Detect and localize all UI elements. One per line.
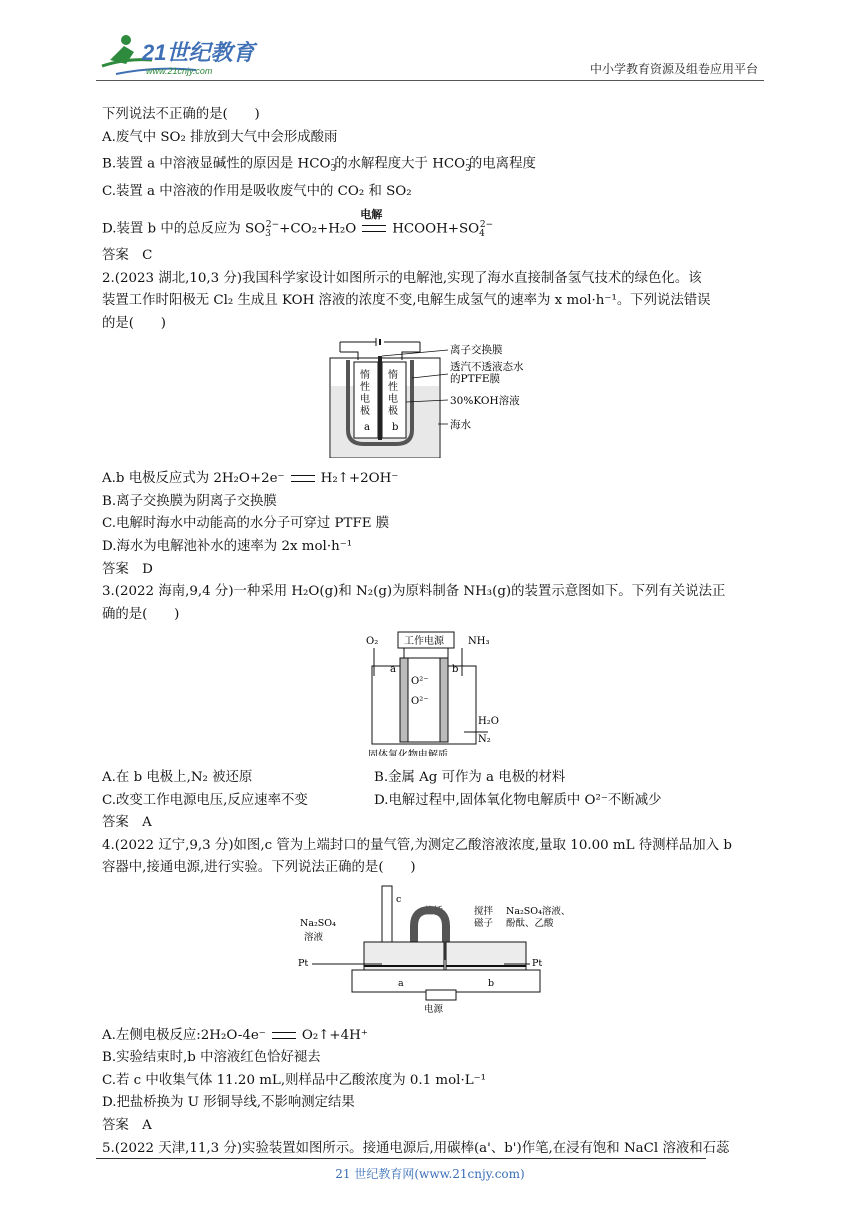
svg-text:30%KOH溶液: 30%KOH溶液 [450, 394, 520, 407]
q2-stem-3: 的是( ) [102, 316, 167, 332]
q4-stem-2: 容器中,接通电源,进行实验。下列说法正确的是( ) [102, 860, 416, 876]
q3-options-ab [102, 767, 764, 790]
svg-text:b: b [488, 977, 495, 989]
q4-option-c: C.若 c 中收集气体 11.20 mL,则样品中乙酸浓度为 0.1 mol·L⁻¹ [102, 1072, 487, 1088]
svg-text:O²⁻: O²⁻ [411, 676, 429, 688]
svg-text:酚酞、乙酸: 酚酞、乙酸 [506, 917, 554, 929]
svg-text:b: b [392, 421, 399, 433]
document-body [102, 104, 764, 1160]
q4-option-a: A.左侧电极反应:2H₂O-4e⁻ O₂↑+4H⁺ [102, 1027, 368, 1043]
logo-text: 21世纪教育 [142, 40, 255, 65]
q4-option-b: B.实验结束时,b 中溶液红色恰好褪去 [102, 1050, 321, 1066]
svg-text:电源: 电源 [424, 1003, 444, 1014]
q2-option-c: C.电解时海水中动能高的水分子可穿过 PTFE 膜 [102, 516, 390, 532]
svg-text:O²⁻: O²⁻ [411, 696, 429, 708]
svg-text:a: a [390, 664, 396, 676]
svg-text:固体氧化物电解质: 固体氧化物电解质 [368, 750, 448, 757]
q3-ammonia-figure [102, 628, 764, 756]
platform-title: 中小学教育资源及组卷应用平台 [589, 62, 758, 76]
svg-text:电: 电 [360, 393, 370, 405]
svg-text:溶液: 溶液 [304, 931, 324, 943]
site-logo [96, 30, 266, 80]
svg-text:a: a [398, 977, 404, 989]
svg-text:Na₂SO₄溶液、: Na₂SO₄溶液、 [506, 905, 571, 917]
q4-stem-1: 4.(2022 辽宁,9,3 分)如图,c 管为上端封口的量气管,为测定乙酸溶液浓度,量取 10.00 mL 待测样品加入 b [102, 837, 732, 853]
svg-text:极: 极 [388, 405, 398, 417]
q3-stem-2: 确的是( ) [102, 606, 180, 622]
q1-option-b: B.装置 a 中溶液显碱性的原因是 $HCO_3^-$的水解程度大于 $HCO_3^-$的电离程度 [102, 155, 536, 175]
svg-text:的PTFE膜: 的PTFE膜 [450, 372, 501, 385]
svg-text:海水: 海水 [450, 418, 471, 431]
q3-stem-1: 3.(2022 海南,9,4 分)一种采用 H₂O(g)和 N₂(g)为原料制备 NH₃(g)的装置示意图如下。下列有关说法正 [102, 584, 726, 600]
page-footer: 21 世纪教育网(www.21cnjy.com) [335, 1167, 525, 1181]
footer-divider [96, 1158, 706, 1159]
svg-text:电: 电 [388, 393, 398, 405]
q1-stem: 下列说法不正确的是( ) [102, 107, 260, 122]
q2-stem-2: 装置工作时阳极无 Cl₂ 生成且 KOH 溶液的浓度不变,电解生成氢气的速率为 x mol·h⁻¹。下列说法错误 [102, 293, 711, 309]
q2-option-d: D.海水为电解池补水的速率为 2x mol·h⁻¹ [102, 539, 353, 554]
q3-option-c: C.改变工作电源电压,反应速率不变 [102, 792, 308, 808]
q3-answer: 答案 A [102, 815, 152, 831]
page-header [96, 30, 764, 82]
logo-url: www.21cnjy.com [146, 66, 213, 76]
q4-titration-figure [102, 882, 764, 1014]
svg-text:工作电源: 工作电源 [404, 636, 444, 648]
q2-stem-1: 2.(2023 湖北,10,3 分)我国科学家设计如图所示的电解池,实现了海水直接制备氢气技术的绿色化。该 [102, 270, 702, 286]
svg-text:Pt: Pt [298, 957, 309, 969]
q1-option-d: D.装置 b 中的总反应为 $SO_3^{2-}+CO_2+H_2O$ 电解 $HCOOH+SO_4^{2-}$ [102, 214, 764, 246]
svg-text:NH₃: NH₃ [468, 636, 490, 648]
q4-answer: 答案 A [102, 1117, 152, 1133]
header-divider [96, 80, 764, 81]
svg-text:c: c [396, 893, 402, 905]
q2-electrolysis-figure [102, 338, 764, 458]
q1-option-a: A.废气中 SO₂ 排放到大气中会形成酸雨 [102, 129, 338, 145]
svg-text:性: 性 [388, 381, 398, 393]
svg-text:b: b [452, 664, 459, 676]
q2-option-b: B.离子交换膜为阴离子交换膜 [102, 493, 277, 509]
q3-option-a: A.在 b 电极上,N₂ 被还原 [102, 769, 253, 785]
q2-answer: 答案 D [102, 561, 153, 577]
svg-text:透汽不透液态水: 透汽不透液态水 [450, 360, 524, 373]
q2-option-a: A.b 电极反应式为 2H₂O+2e⁻ H₂↑+2OH⁻ [102, 471, 399, 487]
svg-text:搅拌: 搅拌 [474, 905, 494, 917]
q5-stem-1: 5.(2022 天津,11,3 分)实验装置如图所示。接通电源后,用碳棒(a'、b')作笔,在浸有饱和 NaCl 溶液和石蕊 [102, 1140, 730, 1156]
svg-text:离子交换膜: 离子交换膜 [450, 343, 503, 356]
q3-option-b: B.金属 Ag 可作为 a 电极的材料 [374, 769, 566, 785]
q3-option-d: D.电解过程中,固体氧化物电解质中 O²⁻不断减少 [374, 792, 662, 808]
svg-text:性: 性 [360, 381, 370, 393]
q1-option-c: C.装置 a 中溶液的作用是吸收废气中的 CO₂ 和 SO₂ [102, 183, 412, 199]
svg-text:磁子: 磁子 [474, 917, 494, 929]
svg-text:Pt: Pt [532, 957, 543, 969]
q4-option-d: D.把盐桥换为 U 形铜导线,不影响测定结果 [102, 1095, 355, 1111]
svg-text:惰: 惰 [388, 369, 398, 381]
q3-options-cd [102, 790, 764, 813]
svg-text:极: 极 [360, 405, 370, 417]
q1-answer: 答案 C [102, 248, 153, 264]
svg-text:惰: 惰 [360, 369, 370, 381]
svg-text:H₂O: H₂O [478, 716, 499, 728]
svg-text:a: a [364, 421, 370, 433]
svg-text:盐桥: 盐桥 [424, 905, 444, 917]
electrolysis-condition: 电解 [360, 207, 383, 221]
svg-text:N₂: N₂ [478, 734, 491, 746]
svg-text:Na₂SO₄: Na₂SO₄ [300, 917, 336, 929]
svg-text:O₂: O₂ [366, 636, 379, 648]
